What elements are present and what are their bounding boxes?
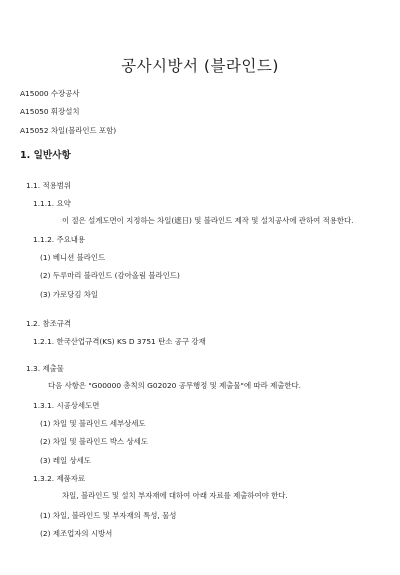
list-item: (2) 제조업자의 시방서 xyxy=(40,529,113,538)
section-heading: 1. 일반사항 xyxy=(20,150,71,161)
clause-heading: 1.2.1. 한국산업규격(KS) KS D 3751 탄소 공구 강재 xyxy=(33,337,206,346)
list-item: (2) 차일 및 블라인드 박스 상세도 xyxy=(40,437,148,446)
clause-heading: 1.1.2. 주요내용 xyxy=(33,235,86,244)
clause-text: 이 절은 설계도면이 지정하는 차일(遮日) 및 블라인드 제작 및 설치공사에 관하여 적용한다. xyxy=(62,216,354,225)
clause-text: 다음 사항은 "G00000 총칙의 G02020 공무행정 및 제출물"에 따라 제출한다. xyxy=(48,381,301,390)
subsection-heading: 1.2. 참조규격 xyxy=(26,319,72,328)
clause-heading: 1.1.1. 요약 xyxy=(33,199,71,208)
list-item: (1) 베니션 블라인드 xyxy=(40,253,106,262)
subsection-heading: 1.3. 제출물 xyxy=(26,364,64,373)
list-item: (3) 가로당김 차일 xyxy=(40,290,99,299)
code-line: A15050 휘장설치 xyxy=(20,107,80,116)
subsection-heading: 1.1. 적용범위 xyxy=(26,181,72,190)
clause-heading: 1.3.1. 시공상세도면 xyxy=(33,401,100,410)
code-line: A15000 수장공사 xyxy=(20,89,80,98)
list-item: (1) 차일, 블라인드 및 부자재의 특성, 물성 xyxy=(40,511,177,520)
clause-text: 차일, 블라인드 및 설치 부자재에 대하여 아래 자료를 제출하여야 한다. xyxy=(62,491,288,500)
document-title: 공사시방서 (블라인드) xyxy=(121,57,279,75)
list-item: (1) 차일 및 블라인드 세부상세도 xyxy=(40,419,146,428)
clause-heading: 1.3.2. 제품자료 xyxy=(33,474,86,483)
list-item: (3) 레일 상세도 xyxy=(40,456,91,465)
code-line: A15052 차일(블라인드 포함) xyxy=(20,126,117,135)
list-item: (2) 두루마리 블라인드 (감아올림 블라인드) xyxy=(40,271,180,280)
